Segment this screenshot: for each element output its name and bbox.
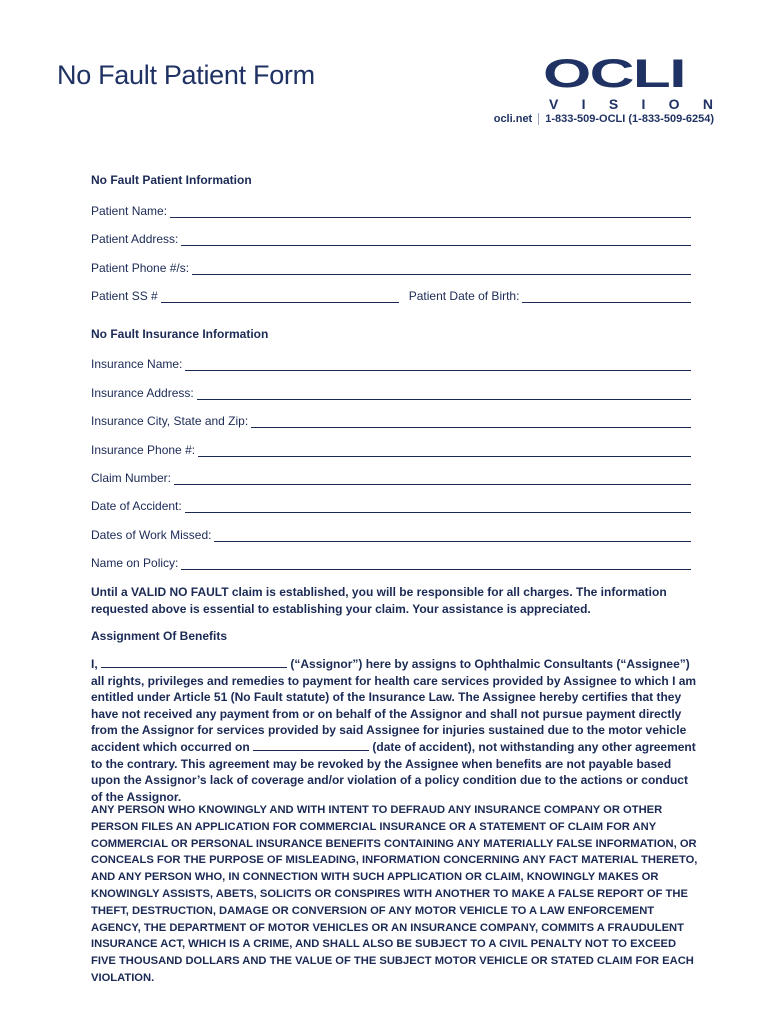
contact-info: [494, 113, 714, 125]
field-label: Insurance Phone #:: [91, 443, 196, 457]
phone-text: 1-833-509-OCLI (1-833-509-6254): [545, 113, 714, 125]
patient-dob-line[interactable]: [522, 291, 691, 303]
insurance-city-state-zip-field[interactable]: [91, 412, 691, 428]
assignment-intro: I,: [91, 657, 98, 671]
field-line[interactable]: [185, 359, 691, 371]
patient-phone-label: Patient Phone #/s:: [91, 261, 190, 275]
field-line[interactable]: [251, 416, 691, 428]
field-line[interactable]: [185, 501, 691, 513]
fraud-warning: ANY PERSON WHO KNOWINGLY AND WITH INTENT TO DEFRAUD ANY INSURANCE COMPANY OR OTHER PERSON FILES AN APPLICATION FOR COMMERCIAL INSURANCE OR A STATEMENT OF CLAIM FOR ANY COMMERCIAL OR PERSONAL INSURANCE BENEFITS CONTAINING ANY MATERIALLY FALSE INFORMATION, OR CONCEALS FOR THE PURPOSE OF MISLEADING, INFORMATION CONCERNING ANY FACT MATERIAL THERETO, AND ANY PERSON WHO, IN CONNECTION WITH SUCH APPLICATION OR CLAIM, KNOWINGLY MAKES OR KNOWINGLY ASSISTS, ABETS, SOLICITS OR CONSPIRES WITH ANOTHER TO MAKE A FALSE REPORT OF THE THEFT, DESTRUCTION, DAMAGE OR CONVERSION OF ANY MOTOR VEHICLE TO A LAW ENFORCEMENT AGENCY, THE DEPARTMENT OF MOTOR VEHICLES OR AN INSURANCE COMPANY, COMMITS A FRAUDULENT INSURANCE ACT, WHICH IS A CRIME, AND SHALL ALSO BE SUBJECT TO A CIVIL PENALTY NOT TO EXCEED FIVE THOUSAND DOLLARS AND THE VALUE OF THE SUBJECT MOTOR VEHICLE OR STATED CLAIM FOR EACH VIOLATION.: [91, 804, 698, 984]
name-on-policy-field[interactable]: [91, 554, 691, 570]
patient-phone-line[interactable]: [192, 263, 691, 275]
assignment-text-part-2: (date of accident), not withstanding any other agreement to the contrary. This agreement may be revoked by the Assignee when benefits are not payable based upon the Assignor’s lack of coverage and/or violation of a policy condition due to the actions or conduct of the Assignor.: [91, 739, 696, 804]
logo-letter: O: [668, 96, 680, 112]
logo-letter: S: [608, 96, 619, 112]
insurance-name-field[interactable]: [91, 355, 691, 371]
logo-letter: V: [549, 96, 559, 112]
field-label: Claim Number:: [91, 471, 172, 485]
field-line[interactable]: [197, 388, 691, 400]
patient-section-heading: No Fault Patient Information: [91, 173, 252, 187]
field-line[interactable]: [174, 473, 691, 485]
patient-dob-label: Patient Date of Birth:: [408, 289, 520, 303]
insurance-section-heading: No Fault Insurance Information: [91, 327, 269, 341]
contact-separator: [538, 113, 539, 125]
field-line[interactable]: [181, 558, 691, 570]
field-label: Date of Accident:: [91, 499, 182, 513]
assignment-text: [91, 656, 701, 805]
claim-number-field[interactable]: [91, 469, 691, 485]
dates-work-missed-field[interactable]: [91, 526, 691, 542]
logo-subtitle: [543, 96, 715, 112]
insurance-phone-field[interactable]: [91, 441, 691, 457]
patient-ss-label: Patient SS #: [91, 289, 158, 303]
assignor-name-blank[interactable]: [101, 657, 287, 668]
logo-letter: I: [581, 96, 586, 112]
patient-address-label: Patient Address:: [91, 232, 179, 246]
patient-ss-line[interactable]: [161, 291, 399, 303]
field-label: Name on Policy:: [91, 556, 179, 570]
logo-letter: N: [702, 96, 713, 112]
claim-notice: Until a VALID NO FAULT claim is established, you will be responsible for all charges. The information requested above is essential to establishing your claim. Your assistance is appreciated.: [91, 585, 667, 616]
date-of-accident-field[interactable]: [91, 497, 691, 513]
field-label: Insurance Address:: [91, 386, 194, 400]
patient-name-label: Patient Name:: [91, 204, 168, 218]
accident-date-blank[interactable]: [253, 740, 369, 751]
website-text: ocli.net: [493, 113, 533, 125]
field-label: Insurance Name:: [91, 357, 183, 371]
field-line[interactable]: [198, 445, 691, 457]
patient-address-field[interactable]: [91, 230, 691, 246]
insurance-address-field[interactable]: [91, 384, 691, 400]
field-label: Dates of Work Missed:: [91, 528, 212, 542]
assignment-heading: Assignment Of Benefits: [91, 629, 228, 643]
logo-letter: I: [641, 96, 646, 112]
page-title: No Fault Patient Form: [57, 60, 315, 90]
field-label: Insurance City, State and Zip:: [91, 414, 249, 428]
patient-name-field[interactable]: [91, 202, 691, 218]
patient-address-line[interactable]: [181, 234, 691, 246]
patient-ss-dob-row: [91, 287, 691, 303]
assignment-text-part-1: (“Assignor”) here by assigns to Ophthalmic Consultants (“Assignee”) all rights, privileges and remedies to payment for health care services provided by Assignee to which I am entitled under Article 51 (No Fault statute) of the Insurance Law. The Assignee hereby certifies that they have not received any payment from or on behalf of the Assignor and shall not pursue payment directly from the Assignor for services provided by said Assignee for injuries sustained due to the motor vehicle accident which occurred on: [91, 657, 697, 754]
patient-phone-field[interactable]: [91, 259, 691, 275]
field-line[interactable]: [214, 530, 691, 542]
patient-name-line[interactable]: [170, 206, 691, 218]
ocli-vision-logo: [543, 52, 715, 112]
logo-wordmark: OCLI: [543, 52, 685, 96]
